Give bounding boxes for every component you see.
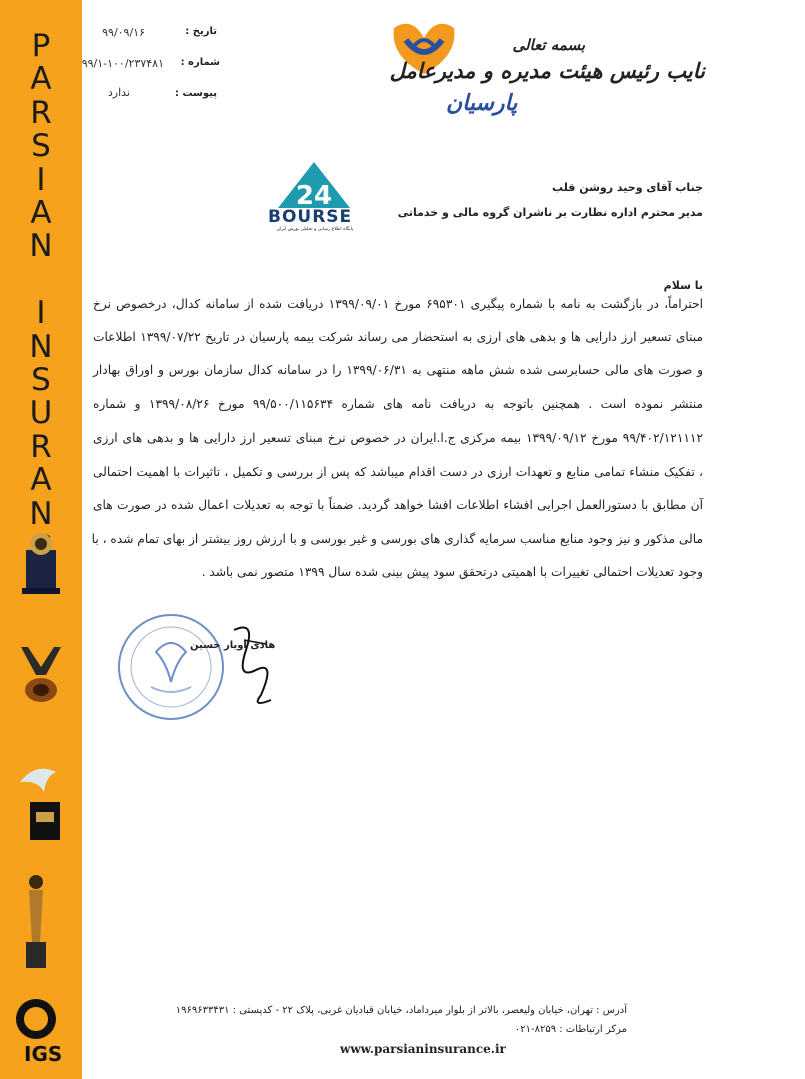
bismillah: بسمه تعالی [512,36,585,54]
number-label: شماره : [180,57,220,68]
date-label: تاریخ : [185,26,217,37]
sidebar [0,0,82,1079]
footer-contact: مرکز ارتباطات : ۸۲۵۹-۰۲۱ [514,1024,627,1035]
footer-address: آدرس : تهران، خیابان ولیعصر، بالاتر از بلوار میرداماد، خیابان قبادیان غربی، پلاک ۲۲ - کدپستی : ۱۹۶۹۶۳۳۴۳۱ [175,1005,627,1016]
number-value: ۹۹/۱-۱۰۰/۲۳۷۴۸۱ [81,57,164,70]
attachment-label: پیوست : [174,88,217,99]
body-line: ۹۹/۴۰۲/۱۲۱۱۱۲ مورخ ۱۳۹۹/۰۹/۱۲ بیمه مرکزی ج.ا.ایران در خصوص نرخ مبنای تسعیر ارز دارایی ها و بدهی های ارزی [93,431,704,445]
body-line: مالی مذکور و نیز وجود منابع مناسب سرمایه گذاری های بورسی و غیر بورسی و با ارزش روز بیشتر از بهای تمام شده ، با [91,532,703,546]
body-line: وجود تعدیلات احتمالی تغییرات با اهمیتی درتحقق سود پیش بینی شده سال ۱۳۹۹ متصور نمی باشد . [201,565,703,579]
statue-award-icon [16,872,56,972]
handwritten-signature-icon [226,620,286,710]
attachment-value: ندارد [107,86,130,99]
sender-title: نایب رئیس هیئت مدیره و مدیرعامل [389,58,705,83]
addressee-position: مدیر محترم اداره نظارت بر ناشران گروه مالی و خدماتی [397,206,703,219]
crown-award-icon [16,645,66,707]
trophy-icon [16,528,66,596]
body-line: مبنای تسعیر ارز دارایی ها و بدهی های ارزی به استحضار می رساند شرکت بیمه پارسیان در تاریخ ۱۳۹۹/۰۷/۲۲ اطلاعات [93,330,703,344]
date-value: ۹۹/۰۹/۱۶ [102,26,145,39]
footer-website: www.parsianinsurance.ir [340,1042,506,1056]
body-line: آن مطابق با دستورالعمل اجرایی افشاء اطلاعات افشا خواهد گردید. ضمناً با توجه به تعدیلات اعمال شده در صورت های [93,498,703,512]
bourse-logo-icon [276,160,352,210]
dolphin-award-icon [16,762,70,842]
brand-vertical-text: P A R S I A N I N S U R A N [29,28,53,532]
bourse-caption: پایگاه اطلاع رسانی و تحلیلی بورس ایران [276,227,354,232]
bourse-number: 24 [295,181,333,211]
body-line: احتراماً، در بازگشت به نامه با شماره پیگیری ۶۹۵۳۰۱ مورخ ۱۳۹۹/۰۹/۰۱ دریافت شده از سامانه کدال، درخصوص نرخ [93,297,703,311]
addressee-name: جناب آقای وحید روشن قلب [552,181,703,194]
signer-name: هادی اویار حسین [190,640,276,651]
greeting: با سلام [663,279,703,292]
body-line: و صورت های مالی حسابرسی شده شش ماهه منتهی به ۱۳۹۹/۰۶/۳۱ را در سامانه کدال سازمان بورس و اوراق بهادار [93,363,704,377]
logo-wordmark: پارسیان [446,90,518,116]
official-stamp-icon [116,612,226,722]
body-line: منتشر نموده است . همچنین باتوجه به دریافت نامه های شماره ۹۹/۵۰۰/۱۱۵۶۳۴ مورخ ۱۳۹۹/۰۸/۲۶ و شماره [93,397,703,411]
certification-seal-icon [14,995,70,1065]
body-line: ، تفکیک منشاء تمامی منابع و تعهدات ارزی در دست اقدام میباشد که پس از بررسی و تکمیل ، تاثیرات با اهمیت احتمالی [93,465,703,479]
bourse-word: BOURSE [268,207,353,227]
svg-text:IGS: IGS [24,1042,63,1066]
